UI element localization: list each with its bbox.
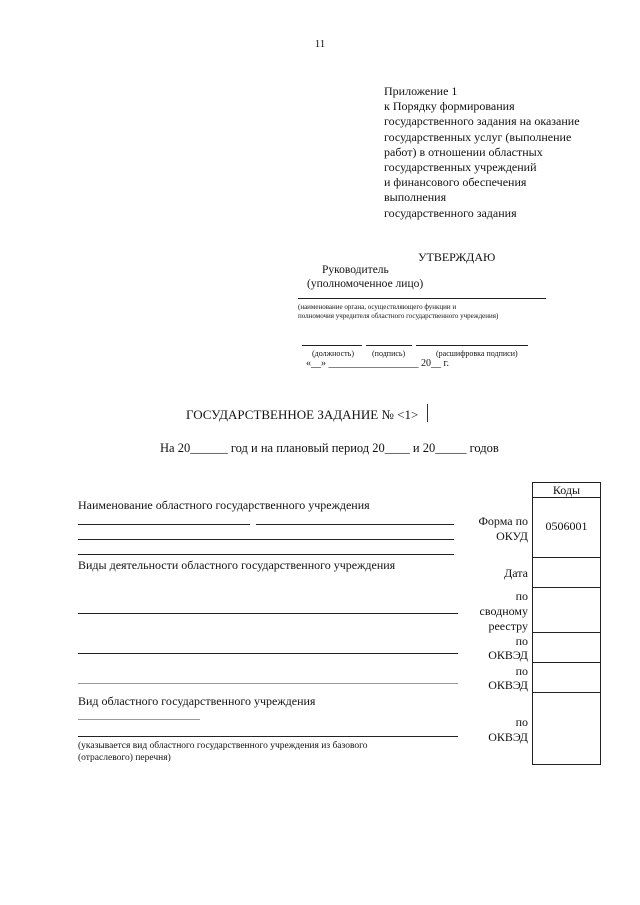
registry-label bbox=[462, 589, 528, 634]
okved-label bbox=[462, 715, 528, 745]
date-label: Дата bbox=[504, 566, 528, 580]
okved-label-line: ОКВЭД bbox=[488, 648, 528, 662]
okved-label bbox=[462, 634, 528, 662]
signature-caption: (подпись) bbox=[372, 349, 406, 358]
institution-type-note bbox=[78, 740, 368, 764]
appendix-line: государственного задания bbox=[384, 205, 517, 220]
note-line: (отраслевого) перечня) bbox=[78, 753, 171, 763]
org-caption: полномочия учредителя областного государственного учреждения) bbox=[298, 312, 499, 320]
period-line: На 20______ год и на плановый период 20____ и 20_____ годов bbox=[160, 441, 499, 455]
okved-code-cell[interactable] bbox=[532, 632, 601, 663]
okud-code-cell[interactable]: 0506001 bbox=[532, 497, 601, 558]
fill-line bbox=[256, 524, 454, 525]
registry-label-line: реестру bbox=[488, 619, 528, 633]
okved-code-cell[interactable] bbox=[532, 662, 601, 693]
document-title: ГОСУДАРСТВЕННОЕ ЗАДАНИЕ № <1> bbox=[186, 407, 419, 422]
note-line: (указывается вид областного государственного учреждения из базового bbox=[78, 741, 368, 751]
authorized-person-label: (уполномоченное лицо) bbox=[307, 278, 424, 290]
okud-label-line: ОКУД bbox=[496, 529, 528, 543]
okved-label-line: по bbox=[515, 634, 528, 648]
registry-label-line: сводному bbox=[479, 604, 528, 618]
head-label: Руководитель bbox=[322, 264, 389, 276]
registry-code-cell[interactable] bbox=[532, 587, 601, 633]
decoding-line bbox=[416, 345, 528, 346]
position-caption: (должность) bbox=[312, 349, 354, 358]
fill-line bbox=[78, 539, 454, 540]
okved-code-cell[interactable] bbox=[532, 692, 601, 765]
appendix-line: и финансового обеспечения bbox=[384, 175, 527, 190]
decoding-caption: (расшифровка подписи) bbox=[436, 349, 518, 358]
fill-line bbox=[78, 719, 200, 720]
org-name-line bbox=[298, 298, 546, 299]
fill-line bbox=[78, 683, 458, 684]
fill-line bbox=[78, 653, 458, 654]
okud-label-line: Форма по bbox=[478, 514, 528, 528]
okved-label-line: по bbox=[515, 664, 528, 678]
registry-label-line: по bbox=[515, 589, 528, 603]
okved-label-line: по bbox=[515, 715, 528, 729]
fill-line bbox=[78, 524, 250, 525]
position-line bbox=[302, 345, 362, 346]
activities-label: Виды деятельности областного государственного учреждения bbox=[78, 558, 396, 572]
approval-date: «__» __________________ 20__ г. bbox=[306, 358, 449, 369]
okved-label-line: ОКВЭД bbox=[488, 678, 528, 692]
okved-label bbox=[462, 664, 528, 692]
appendix-line: выполнения bbox=[384, 190, 447, 205]
codes-header-cell: Коды bbox=[532, 482, 601, 498]
institution-type-label: Вид областного государственного учреждения bbox=[78, 694, 316, 708]
appendix-block bbox=[384, 84, 624, 221]
appendix-line: Приложение 1 bbox=[384, 84, 458, 98]
appendix-line: государственных учреждений bbox=[384, 160, 537, 175]
fill-line bbox=[78, 736, 458, 737]
fill-line bbox=[78, 613, 458, 614]
signature-line bbox=[366, 345, 412, 346]
okud-label bbox=[462, 514, 528, 544]
appendix-line: к Порядку формирования bbox=[384, 99, 515, 114]
page-number: 11 bbox=[314, 38, 326, 50]
appendix-line: государственных услуг (выполнение bbox=[384, 129, 572, 144]
text-cursor bbox=[427, 404, 428, 422]
date-code-cell[interactable] bbox=[532, 557, 601, 588]
okved-label-line: ОКВЭД bbox=[488, 730, 528, 744]
institution-name-label: Наименование областного государственного учреждения bbox=[78, 498, 370, 512]
appendix-line: государственного задания на оказание bbox=[384, 114, 580, 129]
approve-title: УТВЕРЖДАЮ bbox=[418, 250, 496, 264]
appendix-line: работ) в отношении областных bbox=[384, 144, 543, 159]
org-caption: (наименование органа, осуществляющего функции и bbox=[298, 303, 457, 311]
fill-line bbox=[78, 554, 454, 555]
